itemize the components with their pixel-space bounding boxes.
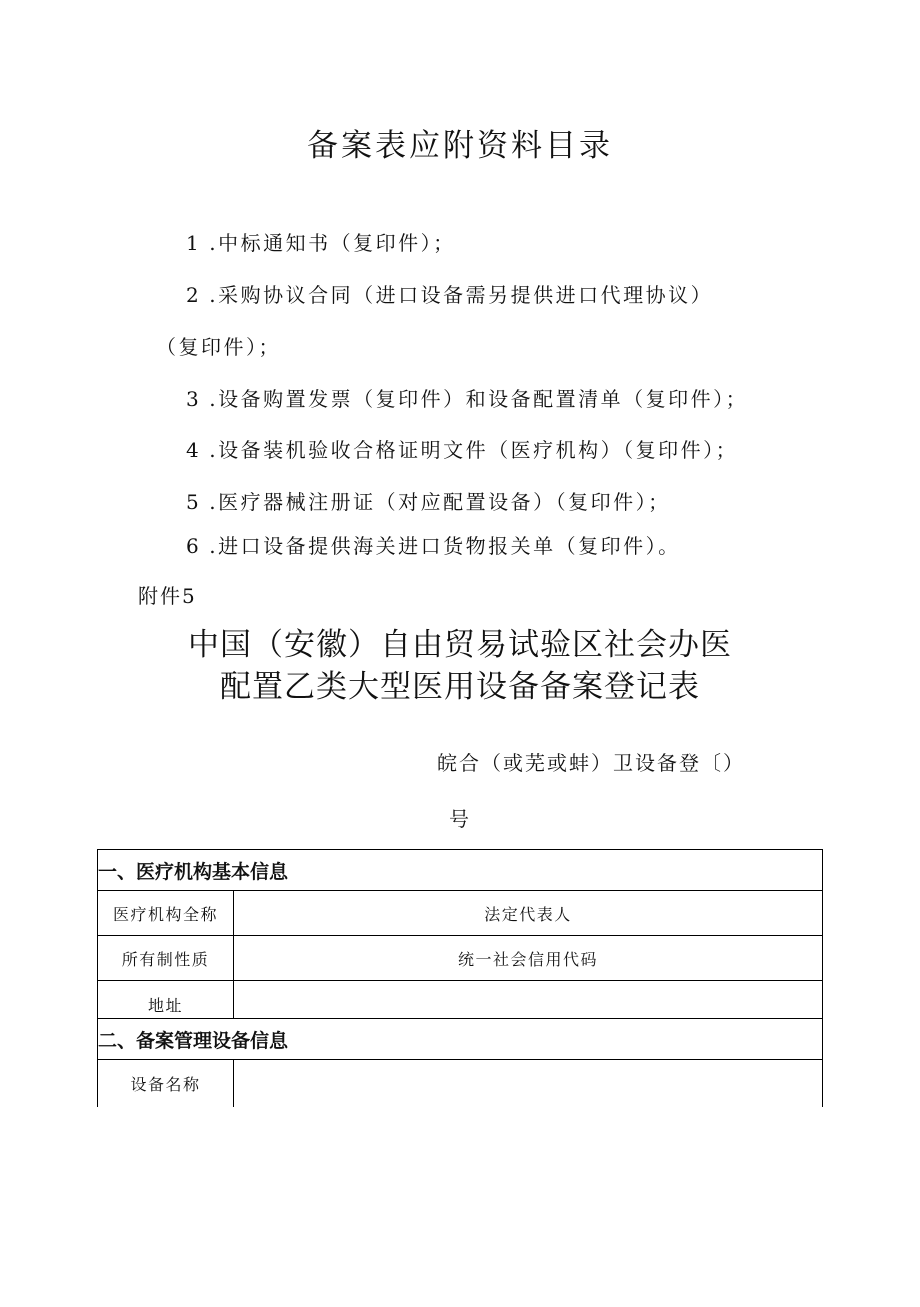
table-row: [98, 1060, 823, 1108]
list-item: [186, 434, 738, 463]
section-header: 一、医疗机构基本信息: [98, 850, 823, 891]
device-name-input[interactable]: [234, 1060, 823, 1108]
item-text: （复印件）；: [156, 335, 281, 359]
attachment-label: 附件5: [138, 584, 197, 608]
item-number: 2: [186, 283, 202, 307]
table-row: [98, 1019, 823, 1060]
item-number: 1: [186, 231, 202, 255]
item-text: .中标通知书（复印件）；: [209, 231, 456, 255]
item-text: .设备装机验收合格证明文件（医疗机构）（复印件）；: [209, 438, 739, 462]
field-label: 设备名称: [98, 1060, 234, 1108]
list-item: [186, 279, 713, 308]
field-value[interactable]: 统一社会信用代码: [234, 936, 823, 981]
item-text: .医疗器械注册证（对应配置设备）（复印件）；: [209, 490, 671, 514]
table-row: [98, 981, 823, 1019]
table-row: [98, 850, 823, 891]
table-row: [98, 891, 823, 936]
list-item: [186, 227, 456, 256]
item-number: 6: [186, 534, 202, 558]
item-text: .设备购置发票（复印件）和设备配置清单（复印件）；: [209, 387, 749, 411]
table-row: [98, 936, 823, 981]
field-label: 地址: [98, 981, 234, 1019]
page-bottom-blank: [0, 1107, 920, 1307]
field-label: 医疗机构全称: [98, 891, 234, 936]
item-text: .采购协议合同（进口设备需另提供进口代理协议）: [209, 283, 714, 307]
form-title-line2: 配置乙类大型医用设备备案登记表: [220, 669, 700, 705]
field-value[interactable]: 法定代表人: [234, 891, 823, 936]
item-number: 3: [186, 387, 202, 411]
section-header: 二、备案管理设备信息: [98, 1019, 823, 1060]
field-label: 所有制性质: [98, 936, 234, 981]
registration-number-suffix: 号: [449, 807, 471, 831]
list-item: [186, 383, 748, 412]
list-item: [186, 530, 681, 559]
form-title-line1: 中国（安徽）自由贸易试验区社会办医: [188, 627, 732, 663]
item-text: .进口设备提供海关进口货物报关单（复印件）。: [209, 534, 681, 558]
registration-number: 皖合（或芜或蚌）卫设备登〔）: [437, 751, 745, 775]
item-number: 5: [186, 490, 202, 514]
item-number: 4: [186, 438, 202, 462]
address-input[interactable]: [234, 981, 823, 1019]
list-item: [186, 486, 671, 515]
page-title: 备案表应附资料目录: [307, 128, 613, 164]
list-item-continuation: [156, 331, 281, 360]
